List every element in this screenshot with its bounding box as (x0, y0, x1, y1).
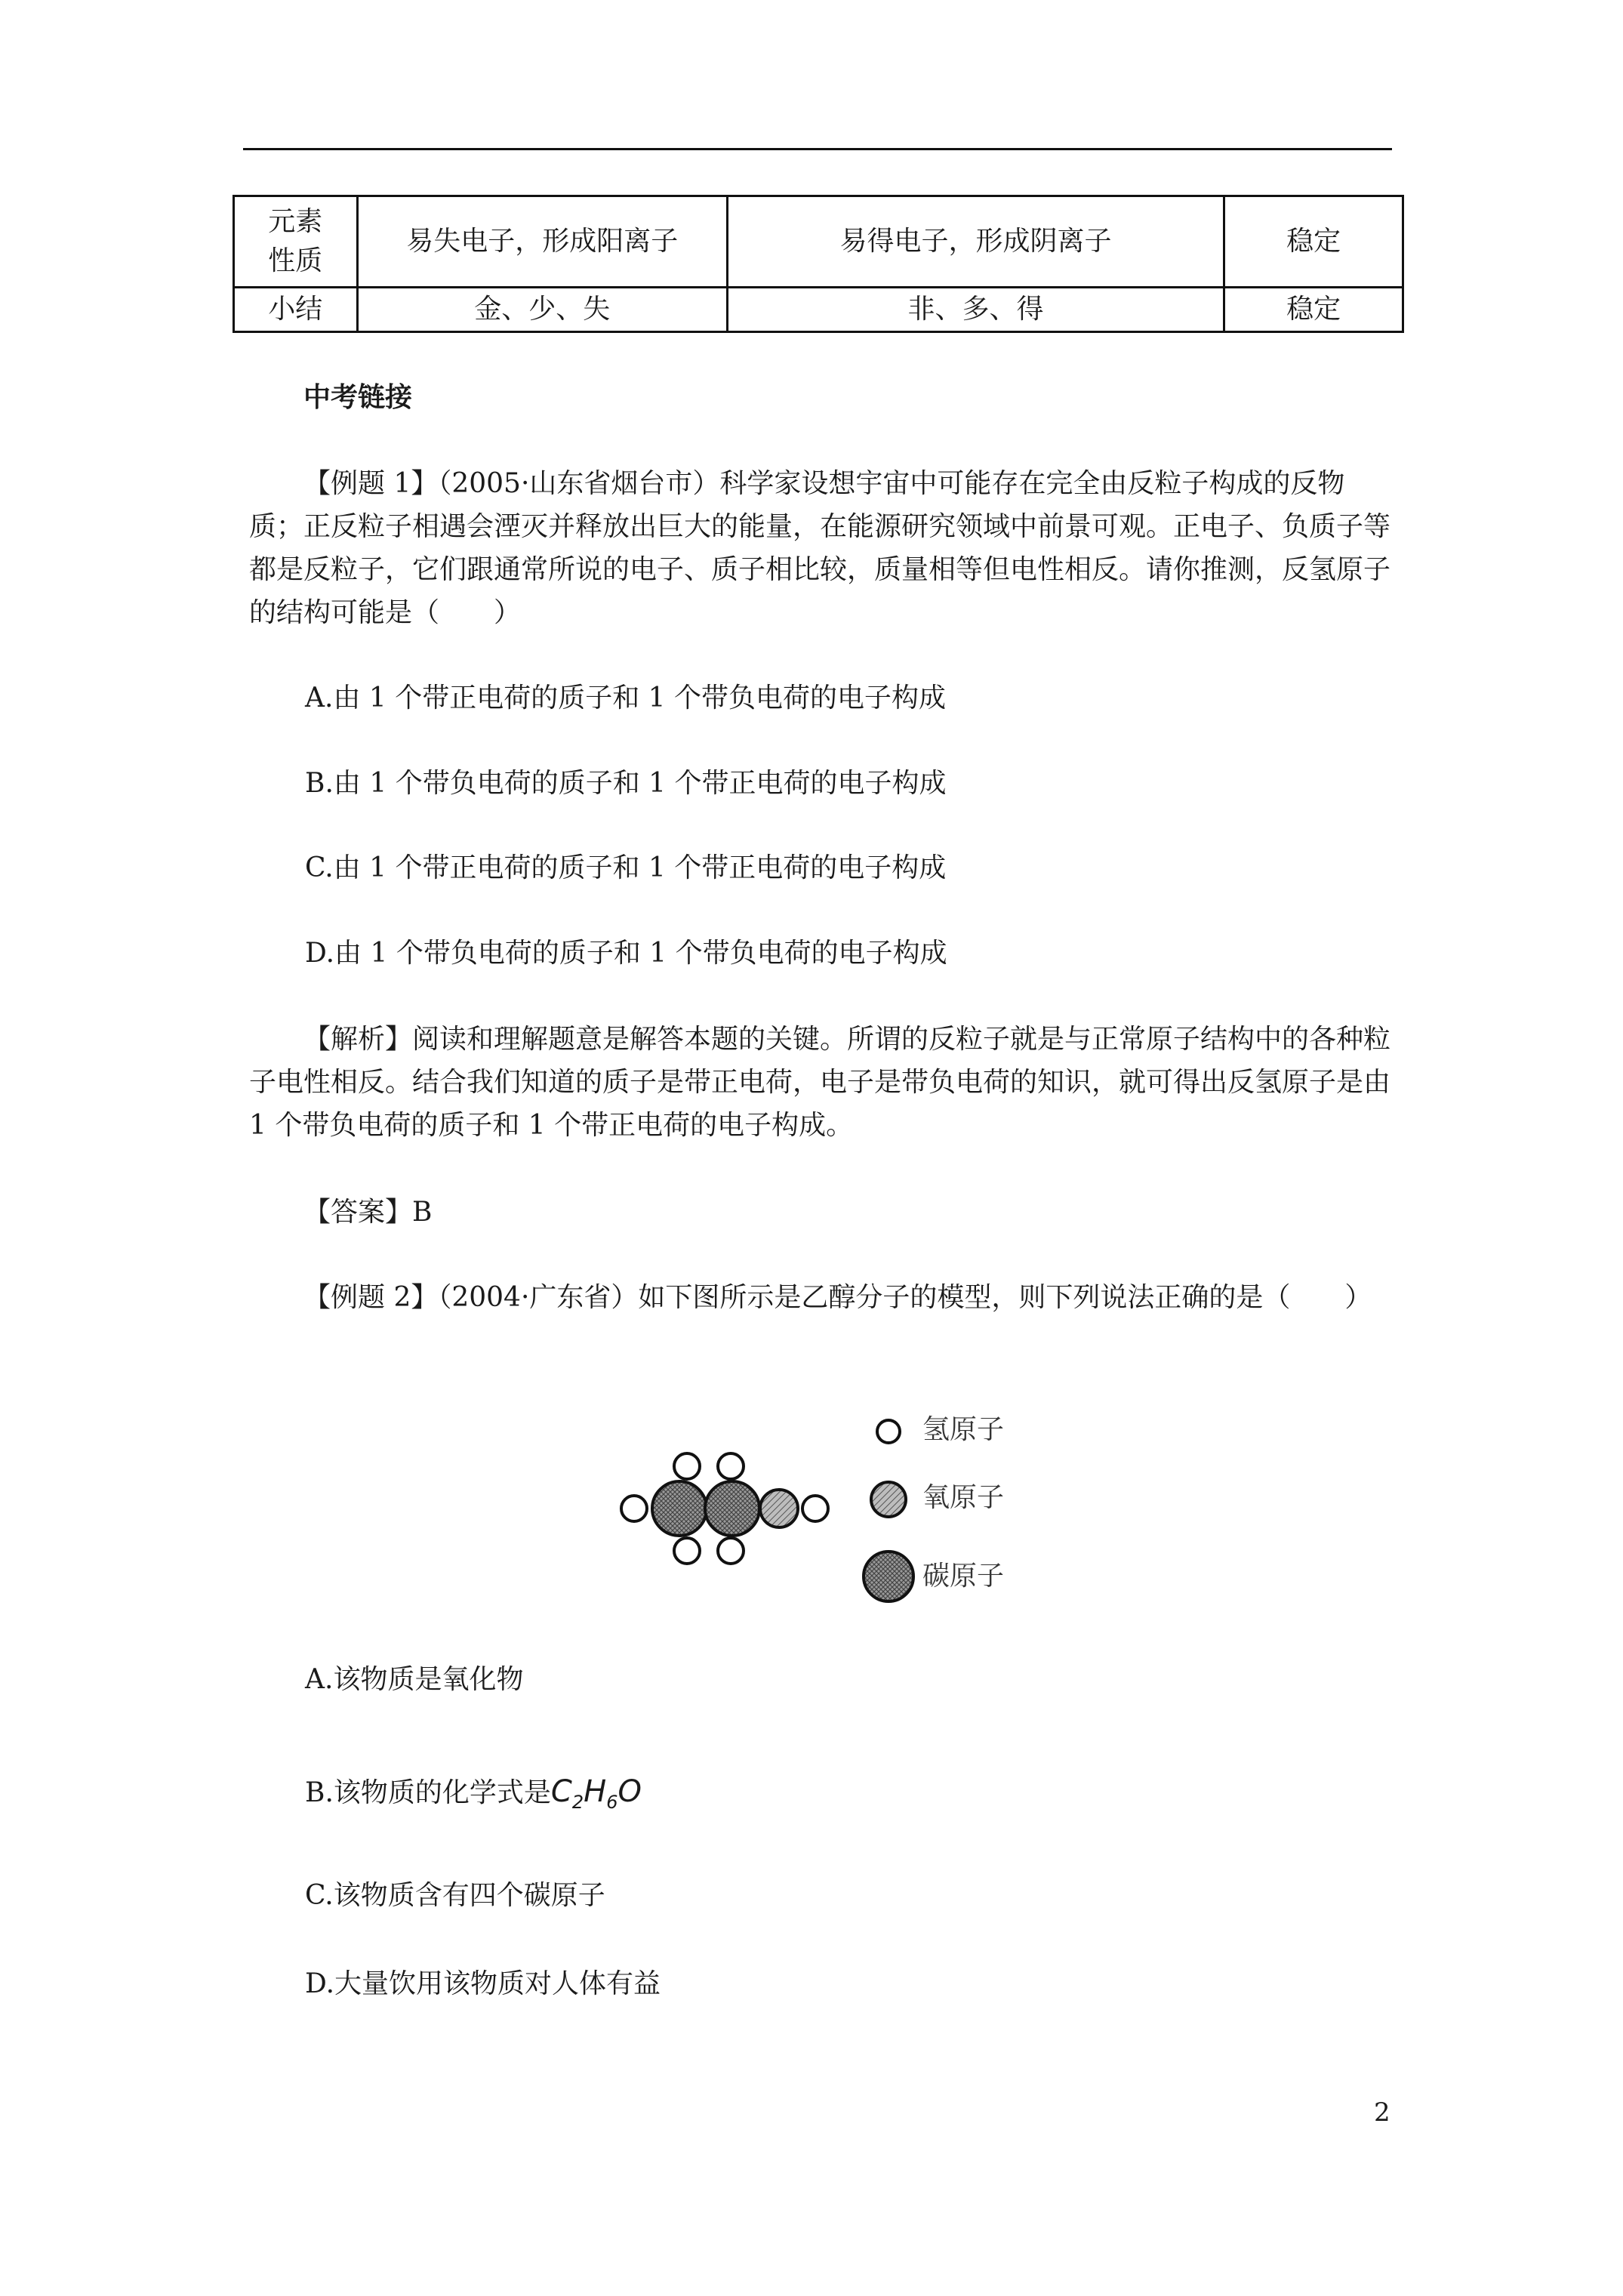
section-title: 中考链接 (303, 381, 413, 413)
formula-oxygen: O (617, 1774, 642, 1809)
legend-oxygen-label: 氧原子 (922, 1482, 1005, 1513)
chemical-formula (550, 1774, 642, 1813)
example2-option-d: D.大量饮用该物质对人体有益 (305, 1968, 661, 1999)
hydrogen-atom (674, 1453, 700, 1479)
element-property-table (233, 195, 1404, 333)
row-label-property: 元素 性质 (234, 196, 358, 288)
cell-nonmetal-summary: 非、多、得 (727, 288, 1224, 332)
carbon-atom (705, 1481, 759, 1536)
page-number: 2 (1374, 2097, 1390, 2128)
hydrogen-atom (802, 1496, 828, 1521)
table-row (234, 196, 1403, 288)
example1-answer: 【答案】B (303, 1197, 433, 1228)
hydrogen-atom (718, 1538, 744, 1564)
cell-noble-summary: 稳定 (1224, 288, 1403, 332)
formula-carbon-count: 2 (571, 1792, 584, 1813)
hydrogen-atom (718, 1453, 744, 1479)
formula-hydrogen-count: 6 (606, 1792, 618, 1813)
oxygen-atom (760, 1490, 798, 1527)
legend-oxygen-icon (871, 1482, 906, 1517)
carbon-atom (652, 1481, 707, 1536)
example2-stem: 【例题 2】（2004·广东省）如下图所示是乙醇分子的模型，则下列说法正确的是（ ） (303, 1282, 1372, 1313)
row-label-summary: 小结 (234, 288, 358, 332)
example1-analysis: 【解析】阅读和理解题意是解答本题的关键。所谓的反粒子就是与正常原子结构中的各种粒子电性相反。结合我们知道的质子是带正电荷，电子是带负电荷的知识，就可得出反氢原子是由 1 个带负电荷的质子和 1 个带正电荷的电子构成。 (249, 1024, 1391, 1141)
example2-option-a: A.该物质是氧化物 (305, 1664, 524, 1695)
cell-metal-property: 易失电子，形成阳离子 (357, 196, 727, 288)
example2-option-b-text: B.该物质的化学式是 (305, 1777, 551, 1808)
example1-stem: 【例题 1】（2005·山东省烟台市）科学家设想宇宙中可能存在完全由反粒子构成的反物质；正反粒子相遇会湮灭并释放出巨大的能量，在能源研究领域中前景可观。正电子、负质子等都是反粒子，它们跟通常所说的电子、质子相比较，质量相等但电性相反。请你推测，反氢原子的结构可能是（ ） (249, 468, 1391, 628)
formula-hydrogen: H (584, 1774, 607, 1809)
table-row (234, 288, 1403, 332)
cell-noble-property: 稳定 (1224, 196, 1403, 288)
legend-carbon-label: 碳原子 (922, 1561, 1005, 1592)
ethanol-model-diagram (611, 1397, 1034, 1623)
cell-metal-summary: 金、少、失 (357, 288, 727, 332)
legend-hydrogen-label: 氢原子 (922, 1414, 1005, 1445)
example2-option-c: C.该物质含有四个碳原子 (305, 1880, 605, 1911)
example1-option-c: C.由 1 个带正电荷的质子和 1 个带正电荷的电子构成 (305, 852, 947, 883)
hydrogen-atom (621, 1496, 647, 1521)
legend-hydrogen-icon (877, 1420, 900, 1443)
hydrogen-atom (674, 1538, 700, 1564)
formula-carbon: C (550, 1774, 572, 1809)
header-rule (243, 148, 1392, 150)
example2-option-b (305, 1773, 642, 1821)
example1-option-a: A.由 1 个带正电荷的质子和 1 个带负电荷的电子构成 (305, 683, 947, 713)
example1-option-d: D.由 1 个带负电荷的质子和 1 个带负电荷的电子构成 (305, 938, 947, 969)
legend-carbon-icon (864, 1552, 913, 1601)
cell-nonmetal-property: 易得电子，形成阴离子 (727, 196, 1224, 288)
example1-option-b: B.由 1 个带负电荷的质子和 1 个带正电荷的电子构成 (305, 768, 947, 799)
